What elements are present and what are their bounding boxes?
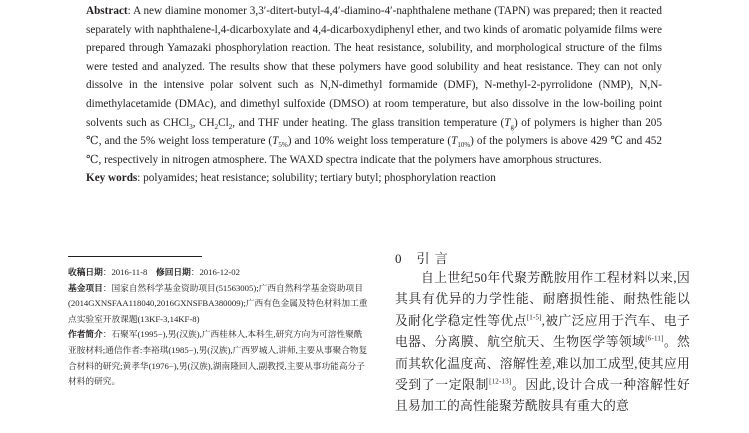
citation-ref: [12-13]: [489, 377, 512, 386]
footnote-dates: [68, 265, 368, 281]
subscript: 10%: [457, 141, 471, 150]
keywords-line: [86, 169, 662, 188]
body-text-4: 。因此,设计合成一种溶解性好且易加工的高性能聚芳酰胺具有重大的意: [395, 378, 690, 414]
received-value: ：2016-11-8: [102, 267, 148, 277]
abstract-block: [86, 2, 662, 188]
footnote-fund: [68, 281, 368, 328]
section-title: 引 言: [416, 251, 449, 266]
section-number: 0: [395, 251, 403, 266]
footnote-author: [68, 327, 368, 389]
keywords-label: Key words: [86, 172, 138, 185]
abstract-text-2: , and THF under heating. The glass transition temperature (: [232, 116, 505, 129]
tg-symbol: T: [504, 116, 511, 129]
fund-text: ：国家自然科学基金资助项目(51563005);广西自然科学基金资助项目(2014GXNSFAA118040,2016GXNSFBA380009);广西有色金属及特色材料加工重点实验室开放课题(13KF-3,14KF-8): [68, 282, 368, 324]
subscript: g: [510, 122, 514, 131]
footnote-block: [68, 265, 368, 390]
abstract-text-chem: , CH: [192, 116, 215, 129]
received-label: 收稿日期: [68, 267, 103, 277]
revised-label: 修回日期: [156, 267, 191, 277]
section-heading: [395, 248, 449, 267]
keywords-text: : polyamides; heat resistance; solubility; tertiary butyl; phosphorylation reaction: [137, 172, 496, 185]
abstract-text-chem: Cl: [218, 116, 229, 129]
abstract-text-3: ) of polymers is higher than 205 ℃, and the 5% weight loss temperature (: [86, 116, 662, 148]
body-text-3: 。然而其软化温度高、溶解性差,难以加工成型,使其应用受到了一定限制: [395, 335, 690, 393]
subscript: 2: [214, 122, 219, 131]
subscript: 3: [189, 122, 193, 131]
citation-ref: [1-5]: [526, 313, 542, 322]
abstract-text-5: ) of the polymers is above 429 ℃ and 452 ℃, respectively in nitrogen atmosphere. The WAXD spectra indicate that the polymers have amorphous structures.: [86, 135, 662, 166]
author-label: 作者简介: [68, 329, 103, 340]
subscript: 5%: [278, 141, 288, 150]
t5-symbol: T: [272, 135, 279, 148]
abstract-label: Abstract: [86, 5, 128, 17]
revised-value: ：2016-12-02: [190, 267, 240, 277]
intro-paragraph: [395, 268, 690, 418]
fund-label: 基金项目: [68, 282, 103, 293]
body-text-1: 自上世纪50年代聚芳酰胺用作工程材料以来,因其具有优异的力学性能、耐磨损性能、耐热性能以及耐化学稳定性等优点: [395, 271, 690, 328]
subscript: 2: [228, 122, 233, 131]
t10-symbol: T: [451, 135, 458, 148]
abstract-text-4: ) and 10% weight loss temperature (: [287, 135, 452, 148]
intro-body: [395, 268, 690, 418]
body-text-2: ,被广泛应用于汽车、电子电器、分离膜、航空航天、生物医学等领域: [395, 313, 690, 350]
abstract-paragraph: [86, 2, 662, 169]
citation-ref: [6-11]: [645, 334, 664, 343]
abstract-text-1: : A new diamine monomer 3,3′-ditert-butyl-4,4′-diamino-4′-naphthalene methane (TAPN) was prepared; then it reacted separately with naphthalene-l,4-dicarboxylate and 4,4-dicarboxydiphenyl ether, and two kinds of aromatic polyamide films were prepared through Yamazaki phosphorylation reaction. The heat resistance, solubility, and morphological structure of the films were tested and analyzed. The results show that these polymers have good solubility and heat resistance. They can not only dissolve in the intensive polar solvent such as N,N-dimethyl formamide (DMF), N-methyl-2-pyrrolidone (NMP), N,N-dimethylacetamide (DMAc), and dimethyl sulfoxide (DMSO) at room temperature, but also dissolve in the low-boiling point solvents such as CHCl: [86, 5, 662, 129]
footnote-divider: [68, 256, 202, 257]
author-text: ：石聚军(1995−),男(汉族),广西桂林人,本科生,研究方向为可溶性聚酰亚胺材料;通信作者:李裕琪(1985−),男(汉族),广西罗城人,讲师,主要从事聚合物复合材料的研究;黄孝华(1976−),男(汉族),湖南隆回人,副教授,主要从事功能高分子材料的研究。: [68, 329, 368, 387]
